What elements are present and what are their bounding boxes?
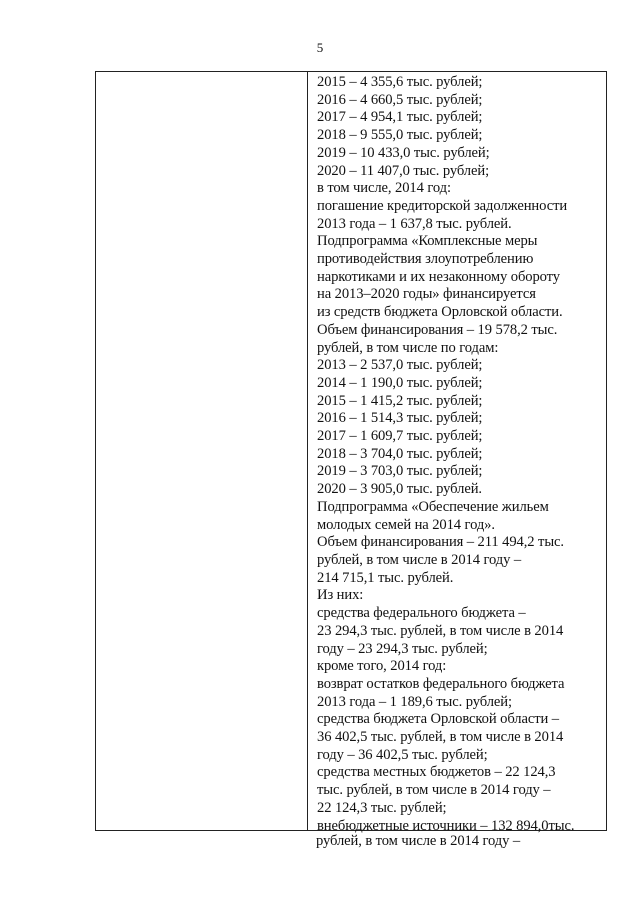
text-line: 2015 – 4 355,6 тыс. рублей;: [317, 74, 483, 90]
text-line: кроме того, 2014 год:: [317, 658, 447, 675]
table-left-cell: [96, 72, 308, 830]
text-line: 36 402,5 тыс. рублей, в том числе в 2014: [317, 729, 564, 746]
text-line: рублей, в том числе по годам:: [317, 339, 499, 356]
text-line: молодых семей на 2014 год».: [317, 516, 495, 533]
document-table: [95, 71, 607, 834]
text-line: 2014 – 1 190,0 тыс. рублей;: [317, 374, 483, 391]
page-number: 5: [316, 40, 324, 55]
text-line: 2013 года – 1 637,8 тыс. рублей.: [317, 215, 512, 232]
text-line: 2016 – 4 660,5 тыс. рублей;: [317, 91, 483, 108]
text-line: 22 124,3 тыс. рублей;: [317, 799, 447, 816]
text-line: Объем финансирования – 211 494,2 тыс.: [317, 534, 564, 551]
text-line: 2020 – 11 407,0 тыс. рублей;: [317, 162, 490, 179]
text-line: 2016 – 1 514,3 тыс. рублей;: [317, 410, 483, 427]
text-line: 2017 – 4 954,1 тыс. рублей;: [317, 109, 483, 126]
text-line: Объем финансирования – 19 578,2 тыс.: [317, 321, 558, 338]
text-line: возврат остатков федерального бюджета: [317, 675, 565, 692]
text-line: наркотиками и их незаконному обороту: [317, 268, 560, 285]
text-line: Подпрограмма «Обеспечение жильем: [317, 498, 549, 515]
text-line: году – 36 402,5 тыс. рублей;: [317, 746, 488, 763]
continuation-text-line: рублей, в том числе в 2014 году –: [316, 833, 521, 849]
table-right-cell: [317, 74, 600, 835]
text-line: 2015 – 1 415,2 тыс. рублей;: [317, 392, 483, 409]
text-line: 2018 – 3 704,0 тыс. рублей;: [317, 445, 483, 462]
text-line: году – 23 294,3 тыс. рублей;: [317, 640, 488, 657]
text-line: 214 715,1 тыс. рублей.: [317, 569, 454, 586]
text-line: 2013 – 2 537,0 тыс. рублей;: [317, 357, 483, 374]
text-line: 2020 – 3 905,0 тыс. рублей.: [317, 481, 482, 498]
text-line: противодействия злоупотреблению: [317, 251, 534, 268]
text-line: средства федерального бюджета –: [317, 605, 526, 622]
text-line: на 2013–2020 годы» финансируется: [317, 286, 536, 303]
text-line: средства бюджета Орловской области –: [317, 711, 559, 728]
text-line: 2018 – 9 555,0 тыс. рублей;: [317, 127, 483, 144]
text-line: 2019 – 10 433,0 тыс. рублей;: [317, 144, 490, 161]
text-line: внебюджетные источники – 132 894,0тыс.: [317, 817, 575, 834]
text-line: 2019 – 3 703,0 тыс. рублей;: [317, 463, 483, 480]
text-line: 23 294,3 тыс. рублей, в том числе в 2014: [317, 622, 564, 639]
text-line: 2017 – 1 609,7 тыс. рублей;: [317, 428, 483, 445]
text-line: Подпрограмма «Комплексные меры: [317, 233, 538, 250]
text-line: Из них:: [317, 587, 364, 604]
text-line: погашение кредиторской задолженности: [317, 197, 568, 214]
text-line: рублей, в том числе в 2014 году –: [317, 551, 522, 568]
text-line: тыс. рублей, в том числе в 2014 году –: [317, 782, 551, 799]
text-line: из средств бюджета Орловской области.: [317, 304, 563, 321]
text-line: средства местных бюджетов – 22 124,3: [317, 764, 556, 781]
text-line: в том числе, 2014 год:: [317, 180, 451, 197]
text-line: 2013 года – 1 189,6 тыс. рублей;: [317, 693, 512, 710]
